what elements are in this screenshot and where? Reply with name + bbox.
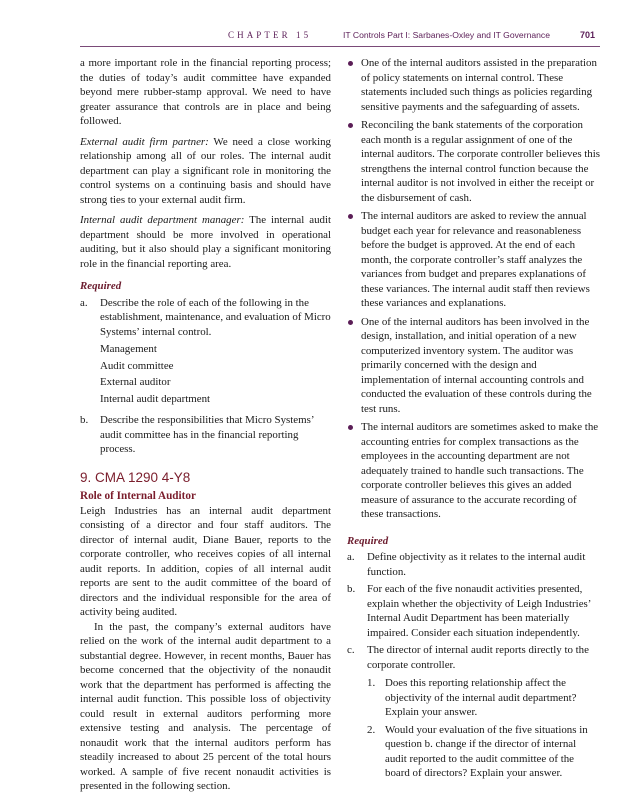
item-label: 2. — [367, 723, 376, 736]
manager-text: The internal audit department should be more involved in operational auditing, but it also should play a significant monitoring role in the financial reporting area. — [80, 214, 332, 270]
item-label: b. — [347, 583, 356, 595]
problem-paragraph-1: Leigh Industries has an internal audit department consisting of a director and four staff auditors. The director of internal audit, Diane Bauer, reports to the corporate controller, who receives copies of all internal audit reports. In addition, copies of all internal audit reports are sent to the audit committee of the board of directors and the individual responsible for the area of activity being audited. — [80, 504, 331, 618]
manager-speaker: Internal audit department manager: — [80, 214, 245, 226]
bullet-text: One of the internal auditors has been involved in the design, installation, and initial operation of a new computerized inventory system. The auditor was primarily concerned with the design and implementation of internal accounting controls and conducted the evaluation of these controls during the test runs. — [361, 315, 592, 415]
bullet-item — [347, 420, 600, 522]
item-label: a. — [347, 551, 355, 563]
item-text: The director of internal audit reports directly to the corporate controller. — [367, 644, 589, 671]
required-heading: Required — [80, 280, 122, 292]
required-item-c — [347, 643, 600, 781]
section-title: IT Controls Part I: Sarbanes-Oxley and IT Governance — [343, 30, 550, 40]
chapter-label: CHAPTER 15 — [228, 30, 312, 40]
bullet-icon — [348, 61, 353, 66]
item-text: Would your evaluation of the five situations in question b. change if the director of internal audit reported to the audit committee of the board of directors? Explain your answer. — [385, 723, 588, 779]
bullet-icon — [348, 425, 353, 430]
left-column — [80, 56, 331, 794]
partner-text: We need a close working relationship among all of our roles. The internal audit department can play a significant role in monitoring the control systems on a continuing basis and should have strong ties to your external audit firm. — [80, 135, 331, 206]
bullet-text: One of the internal auditors assisted in the preparation of policy statements on internal control. These statements included such things as policies regarding sensitive payments and the safeguarding of assets. — [361, 57, 597, 113]
item-text: Describe the role of each of the following in the establishment, maintenance, and evaluation of Micro Systems’ internal control. — [100, 296, 331, 338]
bullet-text: Reconciling the bank statements of the corporation each month is a regular assignment of one of the internal auditors. The corporate controller believes this strengthens the internal control function because the internal auditor is not involved in either the receipt or the disbursement of cash. — [361, 119, 601, 204]
manager-statement — [80, 213, 331, 271]
problem-subtitle: Role of Internal Auditor — [80, 490, 196, 502]
partner-statement — [80, 135, 331, 208]
required-item-b — [80, 413, 331, 457]
item-text: For each of the five nonaudit activities presented, explain whether the objectivity of Leigh Industries’ Internal Audit Department has been materially impaired. Consider each situation independently. — [367, 583, 591, 639]
required-item-a — [80, 296, 331, 340]
sub-questions — [367, 676, 600, 781]
intro-paragraph: a more important role in the financial reporting process; the duties of today’s audit committee have expanded beyond mere rubber-stamp approval. We need to have greater assurance that controls are in place and being followed. — [80, 57, 331, 127]
page-number: 701 — [580, 30, 596, 40]
bullet-icon — [348, 320, 353, 325]
roles-list — [100, 342, 331, 407]
bullet-icon — [348, 214, 353, 219]
right-column — [347, 56, 600, 784]
required-item-b — [347, 582, 600, 640]
role-item: Internal audit department — [100, 392, 211, 405]
bullet-item — [347, 56, 600, 114]
required-list — [347, 550, 600, 781]
role-item: External auditor — [100, 376, 171, 388]
bullet-item — [347, 209, 600, 311]
role-item: Audit committee — [100, 359, 174, 372]
required-list — [80, 296, 331, 340]
partner-speaker: External audit firm partner: — [80, 135, 209, 148]
required-list-b — [80, 413, 331, 457]
item-label: b. — [80, 414, 89, 426]
item-text: Does this reporting relationship affect the objectivity of the internal audit department? Explain your answer. — [385, 677, 577, 718]
problem-title: 9. CMA 1290 4-Y8 — [80, 469, 191, 485]
required-heading: Required — [347, 534, 389, 547]
sub-question-1 — [367, 676, 600, 720]
item-label: 1. — [367, 677, 376, 689]
bullet-item — [347, 315, 600, 417]
header-rule — [80, 46, 600, 47]
bullet-icon — [348, 123, 353, 128]
required-item-a — [347, 550, 600, 579]
item-text: Describe the responsibilities that Micro Systems’ audit committee has in the financial reporting process. — [100, 414, 314, 455]
activity-bullets — [347, 56, 600, 522]
problem-paragraph-2: In the past, the company’s external auditors have relied on the work of the internal audit department to a substantial degree. However, in recent months, Bauer has become concerned that the objectivity of the nonaudit work that the department has performed is affecting the internal audit function. This possible loss of objectivity could result in external auditors performing more extensive testing and analysis. The percentage of nonaudit work that the internal auditors perform has steadily increased to about 25 percent of the total hours worked. A sample of five recent nonaudit activities is presented in the following section. — [80, 620, 331, 792]
sub-question-2 — [367, 723, 600, 781]
item-text: Define objectivity as it relates to the internal audit function. — [367, 551, 586, 578]
item-label: c. — [347, 644, 355, 656]
role-item: Management — [100, 343, 157, 355]
item-label: a. — [80, 296, 88, 309]
bullet-text: The internal auditors are sometimes asked to make the accounting entries for complex transactions as the employees in the accounting department are not adequately trained to handle such transactions. The corporate controller believes this gives an added measure of assurance to the accurate recording of these transactions. — [361, 421, 599, 520]
bullet-item — [347, 118, 600, 205]
bullet-text: The internal auditors are asked to review the annual budget each year for relevance and reasonableness before the budget is approved. At the end of each month, the corporate controller’s staff analyzes the variances from budget and prepares explanations of these variances. The internal audit staff then reviews these variances and explanations. — [361, 210, 590, 309]
